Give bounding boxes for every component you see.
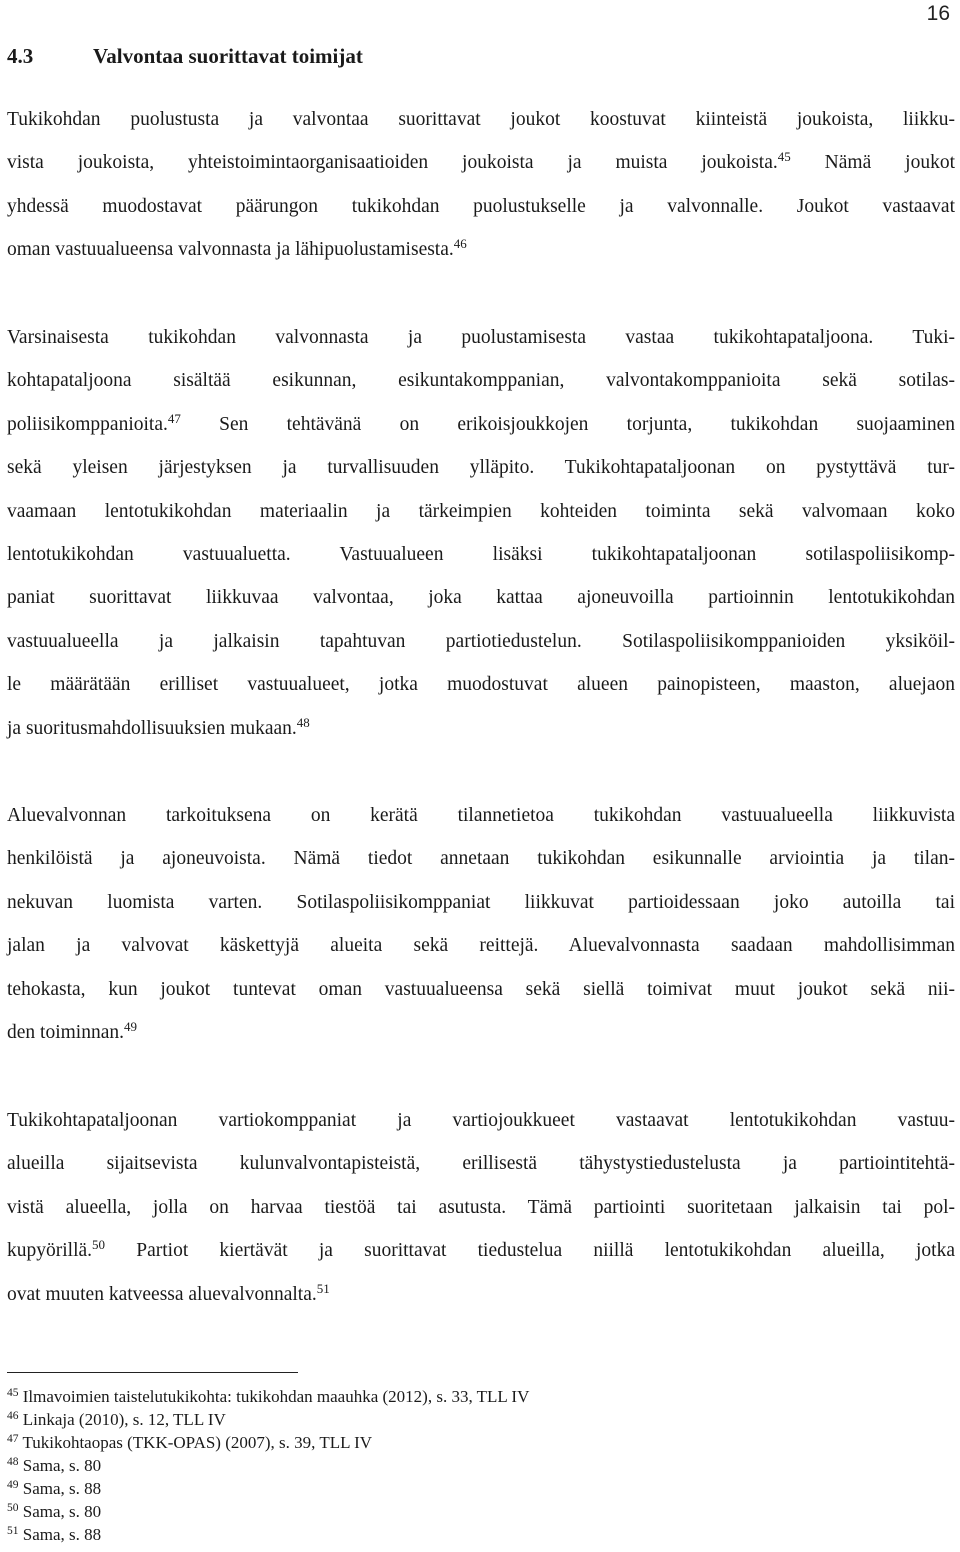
text-line [7,98,955,141]
text-line [7,1229,955,1272]
section-number: 4.3 [7,44,34,68]
footnote [7,1385,529,1408]
paragraph [7,316,955,750]
text-segment: vista joukoista, yhteistoimintaorganisaatioiden joukoista ja muista joukoista. [7,152,778,174]
text-line [7,1142,955,1185]
text-segment: paniat suorittavat liikkuvaa valvontaa, joka kattaa ajoneuvoilla partioinnin lentotukikohdan [7,587,955,609]
text-line [7,663,955,706]
footnote-number: 51 [7,1525,19,1537]
text-segment: jalan ja valvovat käskettyjä alueita sekä reittejä. Aluevalvonnasta saadaan mahdollisimman [7,935,955,957]
text-segment: Sen tehtävänä on erikoisjoukkojen torjunta, tukikohdan suojaaminen [180,413,955,435]
text-line [7,533,955,576]
text-line [7,359,955,402]
text-line [7,576,955,619]
text-line [7,316,955,359]
text-segment: nekuvan luomista varten. Sotilaspoliisikomppaniat liikkuvat partioidessaan joko autoilla tai [7,891,955,913]
text-line [7,1186,955,1229]
text-line [7,1011,955,1054]
text-segment: Tukikohdan puolustusta ja valvontaa suorittavat joukot koostuvat kiinteistä joukoista, liikku- [7,109,955,130]
footnote-reference: 46 [453,236,467,252]
footnote-separator [7,1372,298,1373]
footnote [7,1523,529,1546]
footnote-number: 46 [7,1410,19,1422]
text-line [7,620,955,663]
text-line [7,185,955,228]
text-segment: le määrätään erilliset vastuualueet, jotka muodostuvat alueen painopisteen, maaston, aluejaon [7,674,955,696]
footnote-reference: 45 [777,149,791,165]
footnote-number: 45 [7,1387,19,1399]
footnote [7,1500,529,1523]
text-segment: poliisikomppanioita. [7,413,168,435]
text-line [7,1099,955,1142]
section-title: Valvontaa suorittavat toimijat [93,44,363,68]
footnote-reference: 50 [92,1237,106,1253]
text-segment: Tukikohtapataljoonan vartiokomppaniat ja vartiojoukkueet vastaavat lentotukikohdan vastuu- [7,1110,955,1131]
paragraph [7,794,955,1054]
section-heading [7,42,363,70]
text-line [7,228,955,271]
footnote [7,1431,529,1454]
text-segment: alueilla sijaitsevista kulunvalvontapisteistä, erillisestä tähystystiedustelusta ja partiointitehtä- [7,1153,955,1175]
footnote-reference: 49 [123,1018,137,1034]
text-segment: den toiminnan. [7,1021,124,1043]
text-segment: Nämä joukot [790,152,956,174]
text-segment: kupyörillä. [7,1240,93,1262]
text-segment: Partiot kiertävät ja suorittavat tiedustelua niillä lentotukikohdan alueilla, jotka [105,1240,955,1262]
text-segment: ovat muuten katveessa aluevalvonnalta. [7,1283,317,1305]
text-line [7,794,955,837]
text-line [7,403,955,446]
text-segment: ja suoritusmahdollisuuksien mukaan. [7,717,297,739]
text-line [7,968,955,1011]
footnote-number: 50 [7,1502,19,1514]
footnotes [7,1385,529,1546]
text-line [7,490,955,533]
footnote-reference: 47 [167,410,181,426]
footnote-text: Sama, s. 80 [18,1502,102,1521]
text-line [7,1273,955,1316]
footnote-number: 48 [7,1456,19,1468]
text-segment: kohtapataljoona sisältää esikunnan, esikuntakomppanian, valvontakomppanioita sekä sotilas- [7,370,955,392]
footnote-reference: 51 [316,1280,330,1296]
footnote-number: 47 [7,1433,19,1445]
footnote-text: Sama, s. 88 [18,1479,102,1498]
text-segment: Aluevalvonnan tarkoituksena on kerätä tilannetietoa tukikohdan vastuualueella liikkuvista [7,805,955,826]
footnote-text: Sama, s. 88 [18,1525,102,1544]
text-line [7,924,955,967]
text-line [7,707,955,750]
text-segment: tehokasta, kun joukot tuntevat oman vastuualueensa sekä siellä toimivat muut joukot sekä nii- [7,978,955,1000]
text-line [7,837,955,880]
text-segment: lentotukikohdan vastuualuetta. Vastuualueen lisäksi tukikohtapataljoonan sotilaspoliisikomp- [7,543,955,565]
text-line [7,881,955,924]
paragraph [7,1099,955,1316]
page-number: 16 [926,2,950,25]
footnote-text: Ilmavoimien taistelutukikohta: tukikohdan maauhka (2012), s. 33, TLL IV [18,1387,530,1406]
footnote-number: 49 [7,1479,19,1491]
text-segment: vastuualueella ja jalkaisin tapahtuvan partiotiedustelun. Sotilaspoliisikomppanioiden yksiköil- [7,630,955,652]
text-line [7,446,955,489]
paragraph [7,98,955,272]
text-segment: henkilöistä ja ajoneuvoista. Nämä tiedot annetaan tukikohdan esikunnalle arviointia ja tilan- [7,848,955,870]
footnote-reference: 48 [296,714,310,730]
text-segment: vistä alueella, jolla on harvaa tiestöä tai asutusta. Tämä partiointi suoritetaan jalkaisin tai pol- [7,1196,955,1218]
text-line [7,141,955,184]
footnote-text: Linkaja (2010), s. 12, TLL IV [18,1410,226,1429]
footnote-text: Sama, s. 80 [18,1456,102,1475]
footnote [7,1454,529,1477]
text-segment: oman vastuualueensa valvonnasta ja lähipuolustamisesta. [7,239,454,261]
footnote-text: Tukikohtaopas (TKK-OPAS) (2007), s. 39, TLL IV [18,1433,373,1452]
text-segment: sekä yleisen järjestyksen ja turvallisuuden ylläpito. Tukikohtapataljoonan on pystyttävä tur- [7,457,955,479]
text-segment: vaamaan lentotukikohdan materiaalin ja tärkeimpien kohteiden toiminta sekä valvomaan koko [7,500,955,522]
footnote [7,1408,529,1431]
text-segment: yhdessä muodostavat päärungon tukikohdan puolustukselle ja valvonnalle. Joukot vastaavat [7,195,955,217]
footnote [7,1477,529,1500]
text-segment: Varsinaisesta tukikohdan valvonnasta ja puolustamisesta vastaa tukikohtapataljoona. Tuki- [7,327,955,348]
